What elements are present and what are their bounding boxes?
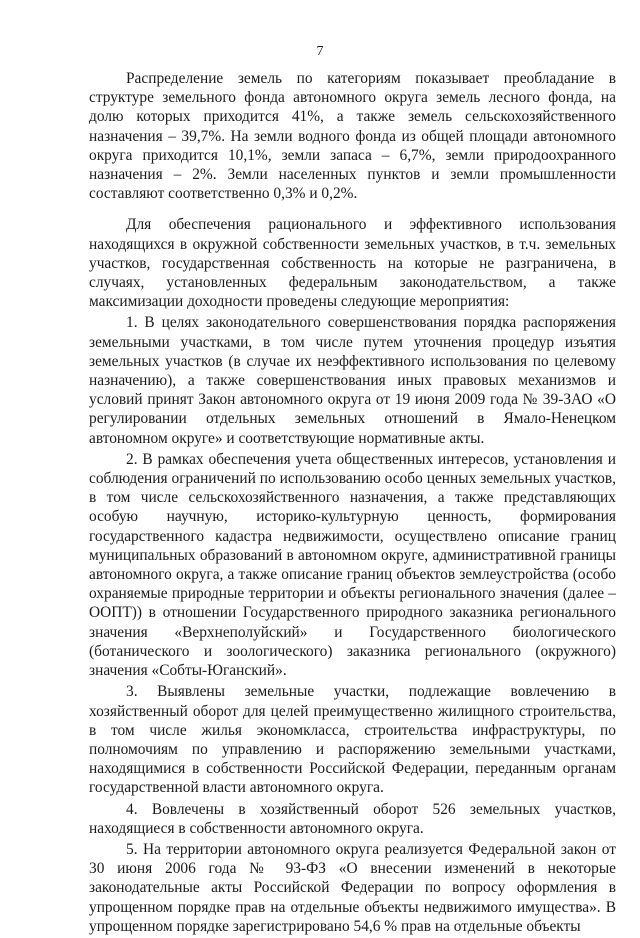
paragraph-item-4: 4. Вовлечены в хозяйственный оборот 526 земельных участков, находящиеся в собственности автономного округа. [89,800,616,837]
document-body [89,69,616,938]
paragraph-item-5: 5. На территории автономного округа реализуется Федеральной закон от 30 июня 2006 года № 93-ФЗ «О внесении изменений в некоторые законодательные акты Российской Федерации по вопросу оформления в упрощенном порядке прав на отдельные объекты недвижимого имущества». В упрощенном порядке зарегистрировано 54,6 % прав на отдельные объекты [89,840,616,935]
page-number: 7 [316,44,324,59]
paragraph-item-3: 3. Выявлены земельные участки, подлежащие вовлечению в хозяйственный оборот для целей преимущественно жилищного строительства, в том числе жилья экономкласса, строительства инфраструктуры, по полномочиям по управлению и распоряжению земельными участками, находящимися в собственности Российской Федерации, переданным органам государственной власти автономного округа. [89,683,616,797]
paragraph-item-1: 1. В целях законодательного совершенствования порядка распоряжения земельными участками, в том числе путем уточнения процедур изъятия земельных участков (в случае их неэффективного использования по целевому назначению), а также совершенствования иных правовых механизмов и условий принят Закон автономного округа от 19 июня 2009 года № 39-ЗАО «О регулировании отдельных земельных отношений в Ямало-Ненецком автономном округе» и соответствующие нормативные акты. [89,314,616,447]
paragraph-measures-intro: Для обеспечения рационального и эффективного использования находящихся в окружной собственности земельных участков, в т.ч. земельных участков, государственная собственность на которые не разграничена, в случаях, установленных федеральным законодательством, а также максимизации доходности проведены следующие мероприятия: [89,216,616,311]
paragraph-land-distribution: Распределение земель по категориям показывает преобладание в структуре земельного фонда автономного округа земель лесного фонда, на долю которых приходится 41%, а также земель сельскохозяйственного назначения – 39,7%. На земли водного фонда из общей площади автономного округа приходится 10,1%, земли запаса – 6,7%, земли природоохранного назначения – 2%. Земли населенных пунктов и земли промышленности составляют соответственно 0,3% и 0,2%. [89,70,616,203]
paragraph-item-2: 2. В рамках обеспечения учета общественных интересов, установления и соблюдения ограничений по использованию особо ценных земельных участков, в том числе сельскохозяйственного назначения, а также представляющих особую научную, историко-культурную ценность, формирования государственного кадастра недвижимости, осуществлено описание границ муниципальных образований в автономном округе, административной границы автономного округа, а также описание границ объектов землеустройства (особо охраняемые природные территории и объекты регионального значения (далее – ООПТ)) в отношении Государственного природного заказника регионального значения «Верхнеполуйский» и Государственного биологического (ботанического и зоологического) заказника регионального (окружного) значения «Собты-Юганский». [89,450,616,680]
